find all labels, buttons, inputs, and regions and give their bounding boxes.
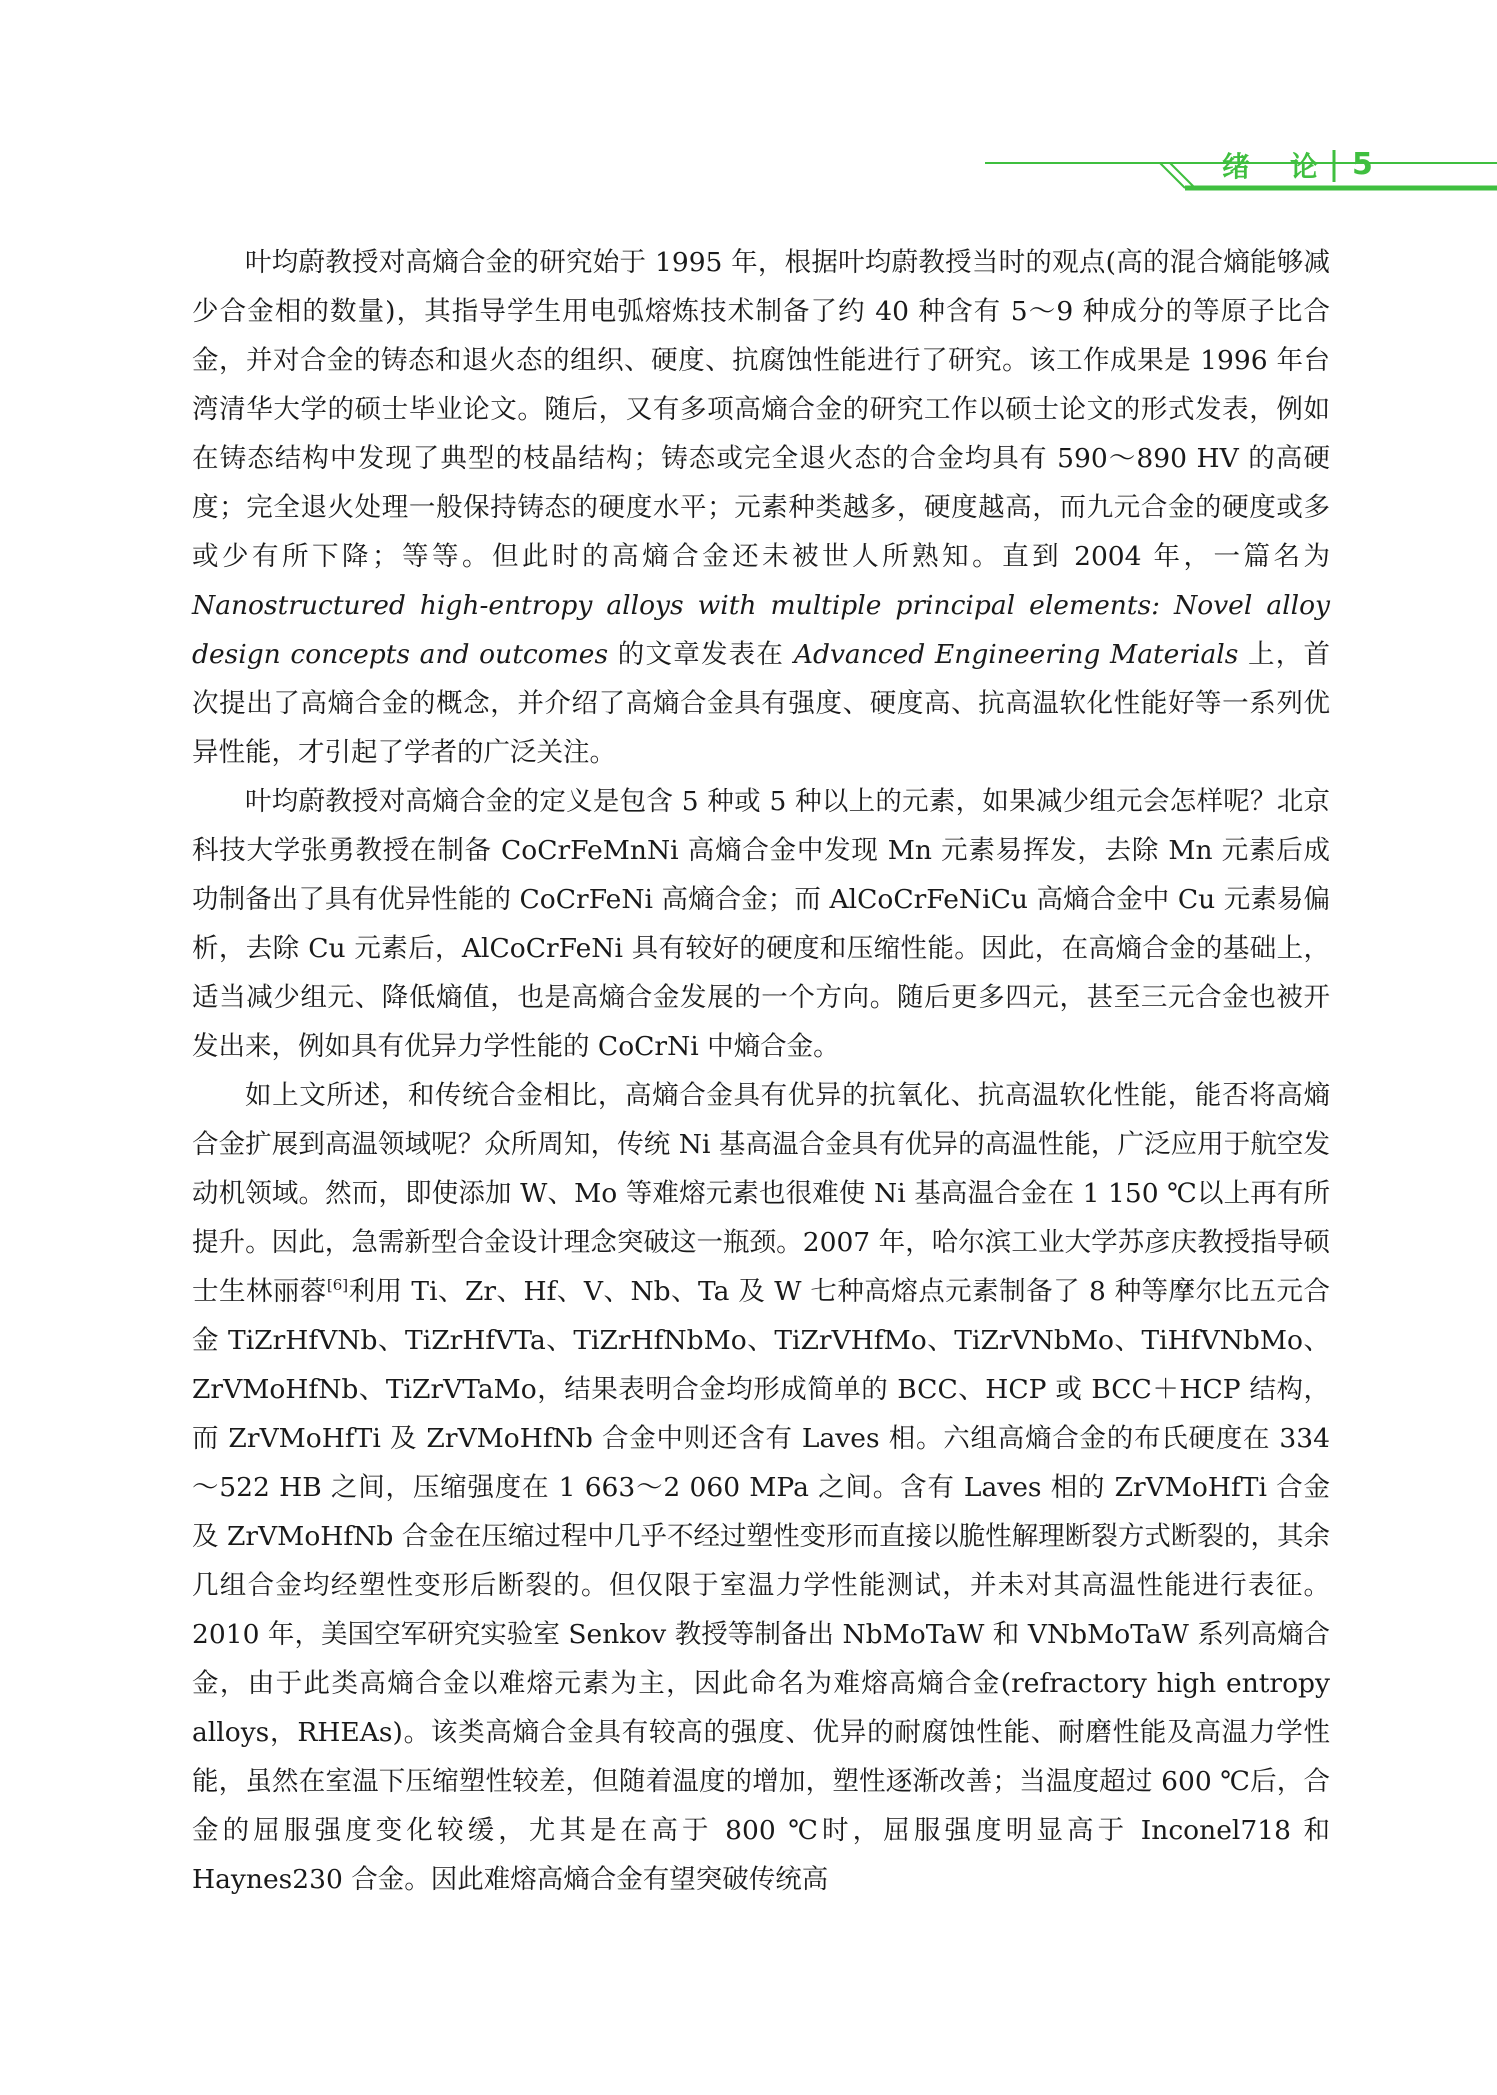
text-segment: 的文章发表在 [608, 639, 794, 670]
running-header [0, 0, 1497, 220]
text-segment: 如上文所述，和传统合金相比，高熵合金具有优异的抗氧化、抗高温软化性能，能否将高熵合金扩展到高温领域呢？众所周知，传统 Ni 基高温合金具有优异的高温性能，广泛应用于航空发动机领域。然而，即使添加 W、Mo 等难熔元素也很难使 Ni 基高温合金在 1 150 ℃以上再有所提升。因此，急需新型合金设计理念突破这一瓶颈。2007 年，哈尔滨工业大学苏彦庆教授指导硕士生林丽蓉 [192, 1080, 1330, 1307]
paragraph [192, 238, 1330, 777]
text-segment: 上，首次提出了高熵合金的概念，并介绍了高熵合金具有强度、硬度高、抗高温软化性能好等一系列优异性能，才引起了学者的广泛关注。 [192, 639, 1330, 768]
italic-title: Advanced Engineering Materials [793, 639, 1239, 670]
italic-title: Nanostructured high-entropy alloys with multiple principal elements: Novel alloy design concepts and outcomes [192, 590, 1330, 670]
header-rule-decoration [0, 0, 1497, 220]
citation-reference: [6] [326, 1276, 349, 1295]
page-number: 5 [1352, 147, 1373, 182]
text-segment: 利用 Ti、Zr、Hf、V、Nb、Ta 及 W 七种高熔点元素制备了 8 种等摩尔比五元合金 TiZrHfVNb、TiZrHfVTa、TiZrHfNbMo、TiZrVHfMo、TiZrVNbMo、TiHfVNbMo、ZrVMoHfNb、TiZrVTaMo，结果表明合金均形成简单的 BCC、HCP 或 BCC＋HCP 结构，而 ZrVMoHfTi 及 ZrVMoHfNb 合金中则还含有 Laves 相。六组高熵合金的布氏硬度在 334～522 HB 之间，压缩强度在 1 663～2 060 MPa 之间。含有 Laves 相的 ZrVMoHfTi 合金及 ZrVMoHfNb 合金在压缩过程中几乎不经过塑性变形而直接以脆性解理断裂方式断裂的，其余几组合金均经塑性变形后断裂的。但仅限于室温力学性能测试，并未对其高温性能进行表征。2010 年，美国空军研究实验室 Senkov 教授等制备出 NbMoTaW 和 VNbMoTaW 系列高熵合金，由于此类高熵合金以难熔元素为主，因此命名为难熔高熵合金(refractory high entropy alloys，RHEAs)。该类高熵合金具有较高的强度、优异的耐腐蚀性能、耐磨性能及高温力学性能，虽然在室温下压缩塑性较差，但随着温度的增加，塑性逐渐改善；当温度超过 600 ℃后，合金的屈服强度变化较缓，尤其是在高于 800 ℃时，屈服强度明显高于 Inconel718 和 Haynes230 合金。因此难熔高熵合金有望突破传统高 [192, 1276, 1331, 1895]
paragraph [192, 777, 1330, 1071]
body-text [192, 238, 1330, 1904]
section-title: 绪论 [1222, 150, 1359, 183]
text-segment: 叶均蔚教授对高熵合金的定义是包含 5 种或 5 种以上的元素，如果减少组元会怎样呢？北京科技大学张勇教授在制备 CoCrFeMnNi 高熵合金中发现 Mn 元素易挥发，去除 Mn 元素后成功制备出了具有优异性能的 CoCrFeNi 高熵合金；而 AlCoCrFeNiCu 高熵合金中 Cu 元素易偏析，去除 Cu 元素后，AlCoCrFeNi 具有较好的硬度和压缩性能。因此，在高熵合金的基础上，适当减少组元、降低熵值，也是高熵合金发展的一个方向。随后更多四元，甚至三元合金也被开发出来，例如具有优异力学性能的 CoCrNi 中熵合金。 [192, 786, 1330, 1062]
paragraph [192, 1071, 1330, 1904]
text-segment: 叶均蔚教授对高熵合金的研究始于 1995 年，根据叶均蔚教授当时的观点(高的混合熵能够减少合金相的数量)，其指导学生用电弧熔炼技术制备了约 40 种含有 5～9 种成分的等原子比合金，并对合金的铸态和退火态的组织、硬度、抗腐蚀性能进行了研究。该工作成果是 1996 年台湾清华大学的硕士毕业论文。随后，又有多项高熵合金的研究工作以硕士论文的形式发表，例如在铸态结构中发现了典型的枝晶结构；铸态或完全退火态的合金均具有 590～890 HV 的高硬度；完全退火处理一般保持铸态的硬度水平；元素种类越多，硬度越高，而九元合金的硬度或多或少有所下降；等等。但此时的高熵合金还未被世人所熟知。直到 2004 年，一篇名为 [192, 247, 1330, 572]
